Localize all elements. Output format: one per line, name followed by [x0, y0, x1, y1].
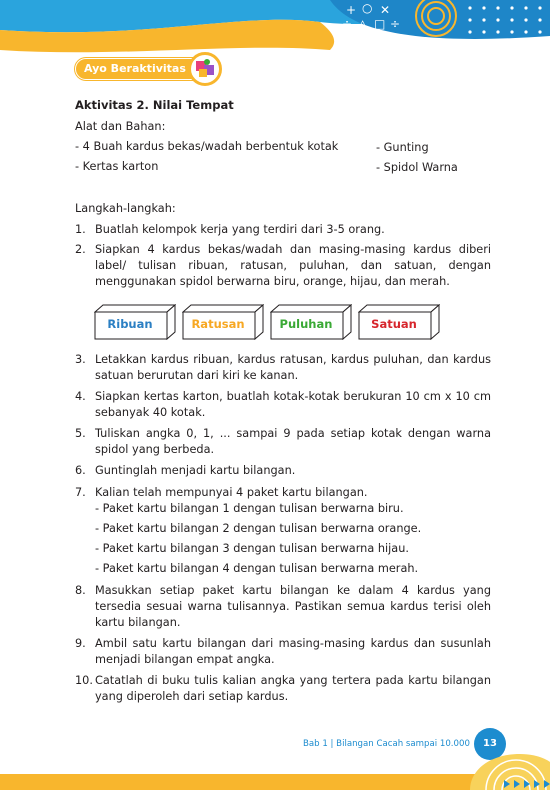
svg-text:÷: ÷ [342, 17, 353, 31]
step-item [75, 426, 491, 458]
steps-list-a [75, 222, 491, 290]
box-label: Ribuan [107, 317, 153, 331]
step-number: 1. [75, 223, 86, 236]
svg-text:÷: ÷ [390, 17, 401, 31]
material-item: - Gunting [376, 141, 429, 154]
step-item [75, 463, 491, 479]
steps-list-b [75, 352, 491, 501]
steps-heading: Langkah-langkah: [75, 202, 176, 215]
box-label: Satuan [371, 317, 417, 331]
page-number: 13 [474, 728, 506, 760]
step-text: Guntinglah menjadi kartu bilangan. [95, 464, 296, 477]
footer-band-yellow [0, 774, 550, 790]
svg-text:□: □ [374, 17, 386, 31]
steps-list-c [75, 583, 491, 705]
box-label: Ratusan [191, 317, 245, 331]
step-number: 10. [75, 674, 93, 687]
step-item [75, 583, 491, 631]
materials-heading: Alat dan Bahan: [75, 120, 166, 133]
footer-chapter: Bab 1 | Bilangan Cacah sampai 10.000 [303, 739, 470, 749]
step-number: 6. [75, 464, 86, 477]
box-ribuan [94, 304, 176, 340]
step-item [75, 389, 491, 421]
step-number: 8. [75, 584, 86, 597]
box-ratusan [182, 304, 264, 340]
svg-text:+: + [346, 3, 357, 17]
step-item [75, 485, 491, 501]
step-text: Kalian telah mempunyai 4 paket kartu bilangan. [95, 486, 368, 499]
step-text: Catatlah di buku tulis kalian angka yang tertera pada kartu bilangan yang diperoleh dari setiap kardus. [95, 674, 491, 703]
activity-title: Aktivitas 2. Nilai Tempat [75, 98, 234, 112]
step-number: 2. [75, 243, 86, 256]
box-puluhan [270, 304, 352, 340]
step-text: Tuliskan angka 0, 1, ... sampai 9 pada setiap kotak dengan warna spidol yang berbeda. [95, 427, 491, 456]
sub-item: - Paket kartu bilangan 1 dengan tulisan berwarna biru. [95, 502, 404, 515]
sub-item: - Paket kartu bilangan 2 dengan tulisan berwarna orange. [95, 522, 422, 535]
badge-label: Ayo Beraktivitas [84, 62, 186, 75]
header-decoration [0, 0, 550, 60]
step-number: 4. [75, 390, 86, 403]
step-text: Buatlah kelompok kerja yang terdiri dari 3-5 orang. [95, 223, 385, 236]
sub-item: - Paket kartu bilangan 4 dengan tulisan berwarna merah. [95, 562, 419, 575]
step-text: Siapkan 4 kardus bekas/wadah dan masing-masing kardus diberi label/ tulisan ribuan, ratusan, puluhan, dan satuan, dengan menggunakan spidol berwarna biru, orange, hijau, dan merah. [95, 243, 491, 288]
step-item [75, 222, 491, 238]
svg-text:○: ○ [362, 1, 373, 15]
step-item [75, 352, 491, 384]
step-text: Masukkan setiap paket kartu bilangan ke dalam 4 kardus yang tersedia sesuai warna tulisannya. Pastikan semua kardus terisi oleh kartu bilangan. [95, 584, 491, 629]
material-item: - Kertas karton [75, 160, 159, 173]
step-text: Siapkan kertas karton, buatlah kotak-kotak berukuran 10 cm x 10 cm sebanyak 40 kotak. [95, 390, 491, 419]
svg-text:✕: ✕ [380, 3, 391, 17]
footer-decoration [0, 740, 550, 790]
puzzle-icon [188, 52, 222, 86]
step-number: 5. [75, 427, 86, 440]
step-text: Letakkan kardus ribuan, kardus ratusan, kardus puluhan, dan kardus satuan berurutan dari kiri ke kanan. [95, 353, 491, 382]
step-item [75, 242, 491, 290]
step-text: Ambil satu kartu bilangan dari masing-masing kardus dan susunlah menjadi bilangan empat angka. [95, 637, 491, 666]
material-item: - 4 Buah kardus bekas/wadah berbentuk kotak [75, 140, 339, 153]
box-label: Puluhan [279, 317, 333, 331]
sub-item: - Paket kartu bilangan 3 dengan tulisan berwarna hijau. [95, 542, 409, 555]
svg-text:△: △ [358, 17, 368, 31]
step-item [75, 673, 491, 705]
material-item: - Spidol Warna [376, 161, 458, 174]
step-number: 7. [75, 486, 86, 499]
step-number: 3. [75, 353, 86, 366]
activity-badge [75, 52, 229, 86]
box-satuan [358, 304, 440, 340]
step-item [75, 636, 491, 668]
step-number: 9. [75, 637, 86, 650]
